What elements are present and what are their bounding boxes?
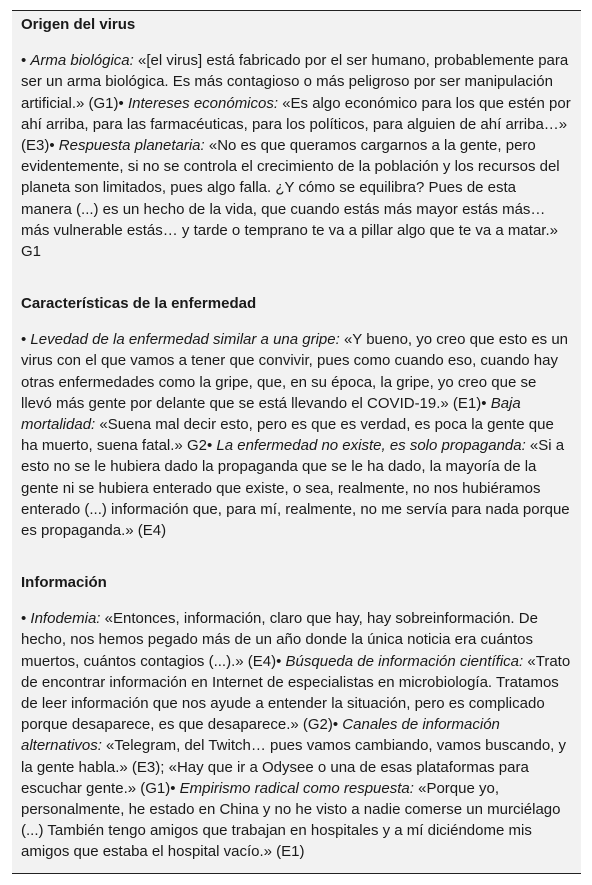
bullet: • (481, 394, 491, 412)
bullet: • (21, 52, 31, 70)
bullet: • (49, 137, 59, 155)
item-label: Levedad de la enfermedad similar a una gripe: (30, 331, 340, 349)
section-body (21, 329, 571, 541)
section-heading: Origen del virus (21, 16, 136, 33)
item-label: La enfermedad no existe, es solo propaganda: (216, 437, 526, 455)
item-quote: «Entonces, información, claro que hay, hay sobreinformación. De hecho, nos hemos pegado más de un año donde la única noticia era cuántos muertos, cuántos contagios (...).» (E4) (21, 610, 538, 670)
item-quote: «Es algo económico para los que estén por ahí arriba, para las farmacéuticas, para los políticos, para alguien de ahí arriba…» (E3) (21, 94, 571, 155)
findings-table (12, 10, 581, 874)
section-caracteristicas (21, 293, 571, 556)
bullet: • (206, 437, 217, 455)
item-label: Respuesta planetaria: (58, 137, 205, 155)
item-quote: «Suena mal decir esto, pero es que es verdad, es poca la gente que ha muerto, suena fatal.» G2 (21, 416, 554, 455)
item-label: Baja mortalidad: (21, 394, 521, 434)
section-origen (21, 14, 571, 277)
section-informacion (21, 572, 571, 878)
bullet: • (21, 331, 31, 349)
bullet: • (276, 652, 286, 670)
section-heading: Características de la enfermedad (21, 295, 257, 312)
bullet: • (170, 779, 180, 797)
section-body (21, 608, 571, 862)
item-quote: «Si a esto no se le hubiera dado la propaganda que se le ha dado, la mayoría de la gente ni se hubiera enterado que existe, o sea, realmente, no nos hubiéramos enterado (...) información que, para mí, realmente, no me servía para nada porque es propaganda.» (E4) (21, 437, 570, 540)
section-body (21, 50, 571, 262)
item-quote: «Y bueno, yo creo que esto es un virus con el que vamos a tener que convivir, pues como cuando eso, cuando hay otras enfermedades como la gripe, que, en su época, la gripe, yo creo que se llevó más gente por delante que se está llevando el COVID-19.» (E1) (21, 331, 569, 412)
bullet: • (118, 94, 128, 112)
bullet: • (21, 610, 31, 628)
item-label: Canales de información alternativos: (21, 716, 500, 755)
item-quote: «[el virus] está fabricado por el ser humano, probablemente para ser un arma biológica. Es más contagioso o más peligroso por ser manipulación artificial.» (G1) (21, 52, 569, 112)
item-quote: «Porque yo, personalmente, he estado en China y no he visto a nadie comerse un murciélago (...) También tengo amigos que trabajan en hospitales y a mí diciéndome mis amigos que estaba el hospital vacío.» (E1) (21, 779, 561, 861)
item-label: Arma biológica: (30, 52, 134, 70)
item-label: Empirismo radical como respuesta: (179, 779, 414, 797)
item-quote: «Telegram, del Twitch… pues vamos cambiando, vamos buscando, y la gente habla.» (E3); «Hay que ir a Odysee o una de esas plataformas para escuchar gente.» (G1) (21, 737, 566, 797)
section-heading: Información (21, 574, 107, 591)
item-quote: «Trato de encontrar información en Internet de especialistas en microbiología. Tratamos de leer información que nos ayude a entender la situación, pero es complicado porque desaparece, es que desaparece.» (G2) (21, 652, 571, 734)
item-quote: «No es que queramos cargarnos a la gente, pero evidentemente, si no se controla el crecimiento de la población y los recursos del planeta son limitados, pues algo falla. ¿Y cómo se equilibra? Pues de esta manera (...) es un hecho de la vida, que cuando estás más mayor estás más… más vulnerable estás… y tarde o temprano te va a pillar algo que te va a matar.» G1 (21, 137, 560, 261)
item-label: Intereses económicos: (127, 94, 279, 112)
bullet: • (332, 716, 343, 734)
item-label: Búsqueda de información científica: (285, 652, 524, 670)
item-label: Infodemia: (30, 610, 101, 628)
